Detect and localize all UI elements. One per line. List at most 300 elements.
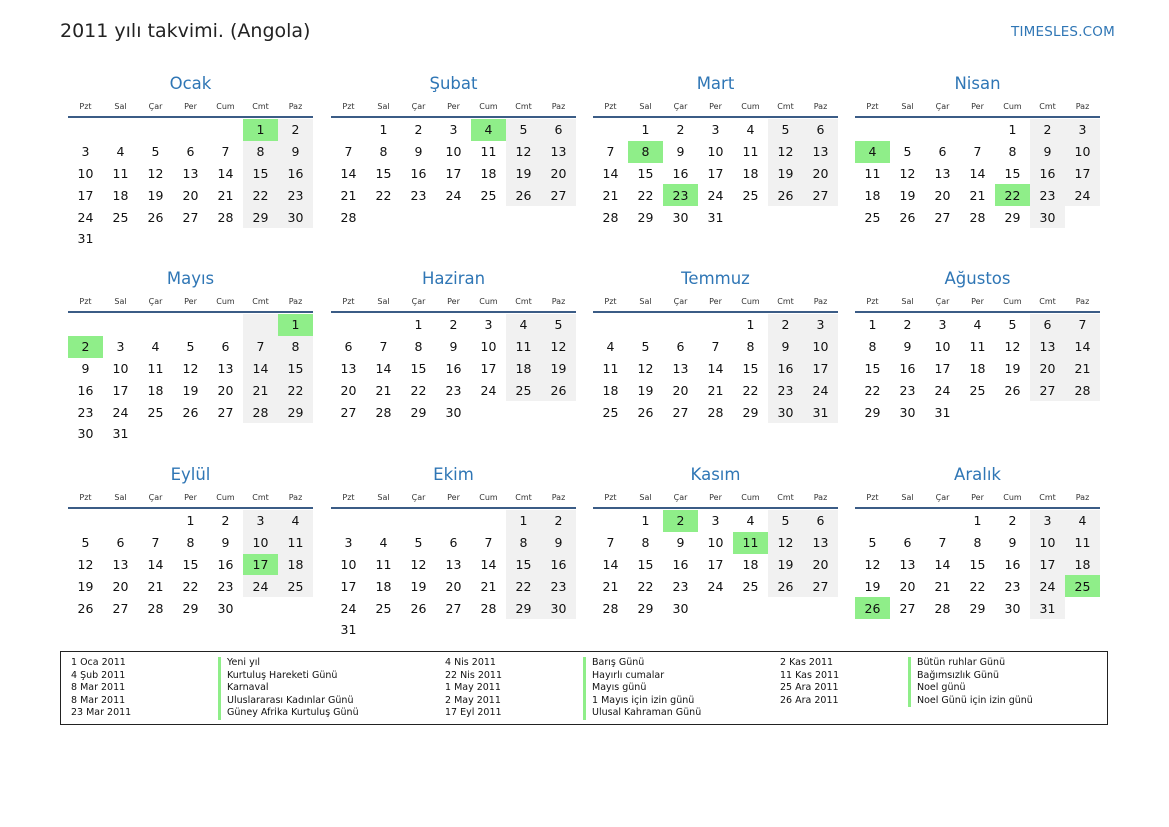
day-cell: 21	[707, 382, 724, 398]
day-cell: 18	[742, 556, 759, 572]
day-cell: 17	[77, 187, 94, 203]
day-cell: 24	[707, 578, 724, 594]
weekday-label: Sal	[901, 101, 914, 111]
weekday-label: Sal	[377, 296, 390, 306]
day-cell: 23	[445, 382, 462, 398]
empty-cell	[103, 119, 138, 141]
empty-cell	[331, 119, 366, 141]
weekday-header	[68, 98, 313, 118]
month-name: Ağustos	[944, 269, 1011, 288]
empty-cell	[855, 510, 890, 532]
day-cell: 12	[541, 336, 576, 358]
weekday-header	[68, 293, 313, 313]
day-cell: 22	[864, 382, 881, 398]
empty-cell	[173, 314, 208, 336]
empty-cell	[803, 206, 838, 228]
day-cell: 16	[410, 165, 427, 181]
day-cell: 1	[506, 510, 541, 532]
day-cell: 9	[1008, 535, 1017, 551]
day-cell: 25	[742, 187, 759, 203]
day-cell: 25	[112, 209, 129, 225]
day-cell: 6	[903, 535, 912, 551]
day-cell: 13	[803, 141, 838, 163]
weekday-label: Paz	[288, 101, 303, 111]
day-cell: 18	[602, 382, 619, 398]
day-cell: 12	[182, 360, 199, 376]
day-cell: 7	[243, 336, 278, 358]
day-cell: 3	[1065, 119, 1100, 141]
weekday-label: Cum	[1003, 101, 1022, 111]
month-name: Eylül	[170, 465, 211, 484]
day-cell: 3	[116, 339, 125, 355]
day-cell: 2	[676, 122, 685, 138]
weekday-label: Cum	[741, 101, 760, 111]
day-cell: 3	[711, 513, 720, 529]
weekday-label: Sal	[639, 101, 652, 111]
day-cell: 2	[768, 314, 803, 336]
day-cell: 23	[410, 187, 427, 203]
day-cell: 12	[506, 141, 541, 163]
weekday-label: Cum	[741, 492, 760, 502]
empty-cell	[331, 510, 366, 532]
month-calendar	[593, 464, 838, 619]
day-cell: 10	[934, 339, 951, 355]
weekday-label: Cum	[216, 101, 235, 111]
day-cell: 31	[1030, 597, 1065, 619]
day-cell: 21	[243, 379, 278, 401]
day-cell: 6	[541, 119, 576, 141]
day-cell: 3	[711, 122, 720, 138]
month-calendar	[331, 464, 576, 641]
empty-cell	[173, 228, 208, 250]
day-cell: 15	[243, 163, 278, 185]
day-cell: 10	[707, 535, 724, 551]
day-cell: 20	[541, 163, 576, 185]
weekday-label: Çar	[935, 492, 950, 502]
day-cell: 6	[676, 339, 685, 355]
weekday-label: Cmt	[515, 296, 532, 306]
weekday-label: Paz	[813, 101, 828, 111]
day-cell: 28	[969, 209, 986, 225]
legend-date: 1 Oca 2011	[71, 657, 126, 668]
day-cell: 23	[77, 404, 94, 420]
day-cell: 28	[480, 600, 497, 616]
day-cell: 25	[602, 404, 619, 420]
day-cell: 16	[672, 165, 689, 181]
day-grid	[593, 314, 838, 423]
day-cell: 15	[410, 360, 427, 376]
weekday-label: Paz	[288, 492, 303, 502]
day-cell: 6	[938, 144, 947, 160]
day-cell: 16	[1030, 163, 1065, 185]
month-calendar	[855, 464, 1100, 619]
weekday-label: Pzt	[866, 492, 879, 502]
empty-cell	[768, 597, 803, 619]
day-cell: 20	[803, 163, 838, 185]
day-cell: 23	[663, 184, 698, 206]
weekday-label: Cmt	[515, 492, 532, 502]
day-cell: 27	[899, 600, 916, 616]
day-cell: 24	[803, 379, 838, 401]
day-cell: 29	[243, 206, 278, 228]
day-cell: 16	[445, 360, 462, 376]
legend-date: 11 Kas 2011	[780, 669, 840, 681]
day-cell: 23	[768, 379, 803, 401]
legend-date: 22 Nis 2011	[445, 669, 502, 681]
day-cell: 1	[1008, 122, 1017, 138]
day-cell: 23	[899, 382, 916, 398]
empty-cell	[401, 510, 436, 532]
day-cell: 7	[344, 144, 353, 160]
legend-date: 8 Mar 2011	[71, 694, 126, 706]
day-cell: 24	[340, 600, 357, 616]
day-cell: 30	[217, 600, 234, 616]
legend-holiday-name: 1 Mayıs için izin günü	[583, 695, 701, 708]
day-cell: 11	[112, 165, 129, 181]
day-cell: 18	[112, 187, 129, 203]
day-cell: 2	[278, 119, 313, 141]
brand-link[interactable]: TIMESLES.COM	[1011, 24, 1115, 40]
month-calendar	[68, 268, 313, 445]
weekday-label: Per	[447, 492, 460, 502]
day-cell: 14	[480, 556, 497, 572]
empty-cell	[471, 510, 506, 532]
weekday-label: Cmt	[515, 101, 532, 111]
empty-cell	[208, 423, 243, 445]
weekday-label: Pzt	[79, 492, 92, 502]
day-cell: 27	[217, 404, 234, 420]
day-cell: 8	[379, 144, 388, 160]
empty-cell	[366, 619, 401, 641]
empty-cell	[593, 119, 628, 141]
day-cell: 21	[969, 187, 986, 203]
weekday-label: Cmt	[777, 296, 794, 306]
day-cell: 5	[1008, 317, 1017, 333]
day-cell: 29	[182, 600, 199, 616]
weekday-label: Sal	[639, 296, 652, 306]
empty-cell	[68, 119, 103, 141]
day-cell: 4	[746, 122, 755, 138]
day-cell: 5	[868, 535, 877, 551]
day-cell: 7	[1065, 314, 1100, 336]
day-cell: 18	[969, 360, 986, 376]
day-cell: 30	[672, 600, 689, 616]
day-cell: 27	[112, 600, 129, 616]
day-cell: 25	[969, 382, 986, 398]
empty-cell	[1065, 401, 1100, 423]
day-grid	[68, 510, 313, 619]
day-cell: 29	[1004, 209, 1021, 225]
empty-cell	[471, 206, 506, 228]
day-cell: 4	[278, 510, 313, 532]
day-cell: 19	[899, 187, 916, 203]
day-cell: 29	[410, 404, 427, 420]
day-cell: 7	[484, 535, 493, 551]
weekday-label: Per	[971, 492, 984, 502]
legend-date: 26 Ara 2011	[780, 694, 839, 706]
day-grid	[68, 119, 313, 250]
weekday-label: Cum	[741, 296, 760, 306]
weekday-label: Çar	[148, 101, 163, 111]
day-cell: 14	[147, 556, 164, 572]
weekday-label: Pzt	[604, 101, 617, 111]
day-cell: 12	[899, 165, 916, 181]
day-cell: 8	[868, 339, 877, 355]
day-cell: 11	[1065, 532, 1100, 554]
empty-cell	[243, 423, 278, 445]
day-cell: 24	[934, 382, 951, 398]
day-grid	[331, 314, 576, 423]
day-cell: 9	[221, 535, 230, 551]
day-cell: 15	[506, 554, 541, 576]
empty-cell	[436, 619, 471, 641]
weekday-label: Sal	[114, 296, 127, 306]
day-cell: 12	[77, 556, 94, 572]
day-cell: 29	[637, 209, 654, 225]
empty-cell	[698, 314, 733, 336]
day-cell: 15	[1004, 165, 1021, 181]
day-cell: 18	[742, 165, 759, 181]
day-cell: 26	[410, 600, 427, 616]
day-cell: 14	[934, 556, 951, 572]
day-cell: 27	[445, 600, 462, 616]
day-cell: 25	[864, 209, 881, 225]
weekday-label: Sal	[114, 492, 127, 502]
day-cell: 21	[375, 382, 392, 398]
empty-cell	[366, 510, 401, 532]
empty-cell	[138, 423, 173, 445]
day-cell: 1	[379, 122, 388, 138]
day-grid	[68, 314, 313, 445]
day-cell: 28	[375, 404, 392, 420]
day-cell: 17	[445, 165, 462, 181]
empty-cell	[925, 119, 960, 141]
day-cell: 5	[641, 339, 650, 355]
day-cell: 5	[541, 314, 576, 336]
day-cell: 9	[449, 339, 458, 355]
day-cell: 19	[410, 578, 427, 594]
day-cell: 11	[506, 336, 541, 358]
day-cell: 9	[278, 141, 313, 163]
day-cell: 23	[1004, 578, 1021, 594]
weekday-label: Pzt	[866, 101, 879, 111]
day-cell: 24	[112, 404, 129, 420]
empty-cell	[173, 423, 208, 445]
day-cell: 23	[1030, 184, 1065, 206]
day-cell: 23	[672, 578, 689, 594]
day-cell: 19	[147, 187, 164, 203]
day-cell: 17	[934, 360, 951, 376]
day-cell: 5	[768, 510, 803, 532]
day-cell: 15	[742, 360, 759, 376]
weekday-label: Cum	[479, 492, 498, 502]
legend-holiday-name: Kurtuluş Hareketi Günü	[218, 670, 359, 683]
day-cell: 25	[480, 187, 497, 203]
weekday-label: Per	[184, 101, 197, 111]
day-cell: 5	[903, 144, 912, 160]
weekday-label: Paz	[551, 101, 566, 111]
day-cell: 11	[602, 360, 619, 376]
legend-holiday-name: Hayırlı cumalar	[583, 670, 701, 683]
day-cell: 25	[375, 600, 392, 616]
day-cell: 18	[1065, 554, 1100, 576]
day-cell: 1	[973, 513, 982, 529]
day-cell: 16	[899, 360, 916, 376]
weekday-label: Çar	[935, 101, 950, 111]
day-cell: 7	[606, 535, 615, 551]
empty-cell	[541, 206, 576, 228]
empty-cell	[243, 314, 278, 336]
day-cell: 2	[414, 122, 423, 138]
day-cell: 2	[449, 317, 458, 333]
day-cell: 26	[77, 600, 94, 616]
day-cell: 1	[186, 513, 195, 529]
day-cell: 10	[803, 336, 838, 358]
empty-cell	[890, 119, 925, 141]
day-cell: 24	[707, 187, 724, 203]
day-cell: 6	[186, 144, 195, 160]
day-cell: 16	[541, 554, 576, 576]
day-cell: 10	[1065, 141, 1100, 163]
day-cell: 5	[186, 339, 195, 355]
empty-cell	[366, 206, 401, 228]
weekday-label: Pzt	[866, 296, 879, 306]
day-cell: 11	[147, 360, 164, 376]
day-cell: 1	[243, 119, 278, 141]
weekday-label: Çar	[411, 492, 426, 502]
weekday-label: Pzt	[79, 101, 92, 111]
day-cell: 19	[637, 382, 654, 398]
weekday-label: Per	[709, 296, 722, 306]
day-cell: 25	[506, 379, 541, 401]
day-cell: 28	[147, 600, 164, 616]
legend-holiday-name: Yeni yıl	[218, 657, 359, 670]
day-cell: 18	[480, 165, 497, 181]
day-cell: 9	[414, 144, 423, 160]
day-cell: 2	[663, 510, 698, 532]
day-cell: 7	[606, 144, 615, 160]
day-cell: 8	[414, 339, 423, 355]
day-cell: 2	[1030, 119, 1065, 141]
legend-date: 4 Şub 2011	[71, 669, 126, 681]
month-name: Mayıs	[166, 269, 215, 288]
weekday-label: Pzt	[604, 492, 617, 502]
day-cell: 29	[969, 600, 986, 616]
empty-cell	[278, 228, 313, 250]
weekday-header	[593, 489, 838, 509]
day-grid	[855, 510, 1100, 619]
weekday-label: Cmt	[777, 101, 794, 111]
weekday-label: Cmt	[1039, 296, 1056, 306]
weekday-label: Çar	[411, 101, 426, 111]
day-cell: 22	[182, 578, 199, 594]
day-cell: 20	[672, 382, 689, 398]
day-cell: 22	[637, 187, 654, 203]
month-name: Temmuz	[681, 269, 750, 288]
weekday-label: Cum	[216, 492, 235, 502]
day-cell: 7	[379, 339, 388, 355]
weekday-label: Per	[709, 492, 722, 502]
weekday-label: Pzt	[342, 296, 355, 306]
month-name: Nisan	[954, 74, 1001, 93]
day-cell: 26	[147, 209, 164, 225]
empty-cell	[436, 510, 471, 532]
empty-cell	[733, 206, 768, 228]
empty-cell	[995, 401, 1030, 423]
legend-holiday-name: Mayıs günü	[583, 682, 701, 695]
weekday-label: Sal	[377, 492, 390, 502]
day-cell: 8	[278, 336, 313, 358]
day-cell: 8	[506, 532, 541, 554]
day-cell: 27	[1030, 379, 1065, 401]
day-cell: 9	[676, 535, 685, 551]
day-cell: 4	[746, 513, 755, 529]
empty-cell	[331, 314, 366, 336]
day-cell: 4	[116, 144, 125, 160]
empty-cell	[68, 510, 103, 532]
day-cell: 3	[243, 510, 278, 532]
day-cell: 19	[768, 163, 803, 185]
month-calendar	[855, 73, 1100, 228]
day-cell: 14	[602, 165, 619, 181]
weekday-label: Çar	[673, 101, 688, 111]
day-cell: 20	[899, 578, 916, 594]
day-cell: 30	[77, 426, 94, 442]
day-cell: 25	[742, 578, 759, 594]
empty-cell	[471, 619, 506, 641]
day-cell: 18	[864, 187, 881, 203]
day-cell: 13	[217, 360, 234, 376]
day-cell: 17	[243, 554, 278, 576]
empty-cell	[173, 119, 208, 141]
weekday-header	[593, 98, 838, 118]
day-cell: 10	[340, 556, 357, 572]
day-cell: 11	[375, 556, 392, 572]
day-cell: 22	[375, 187, 392, 203]
weekday-label: Sal	[901, 492, 914, 502]
day-cell: 16	[672, 556, 689, 572]
day-cell: 3	[344, 535, 353, 551]
weekday-label: Per	[447, 101, 460, 111]
legend-holiday-name: Bağımsızlık Günü	[908, 670, 1033, 683]
weekday-label: Pzt	[342, 101, 355, 111]
day-cell: 20	[934, 187, 951, 203]
empty-cell	[208, 228, 243, 250]
weekday-label: Cum	[1003, 492, 1022, 502]
day-cell: 9	[903, 339, 912, 355]
empty-cell	[103, 510, 138, 532]
day-cell: 19	[1004, 360, 1021, 376]
day-cell: 27	[803, 575, 838, 597]
day-cell: 28	[243, 401, 278, 423]
day-cell: 15	[375, 165, 392, 181]
day-cell: 31	[707, 209, 724, 225]
empty-cell	[401, 619, 436, 641]
weekday-header	[855, 489, 1100, 509]
holiday-legend	[60, 651, 1108, 725]
day-cell: 19	[182, 382, 199, 398]
day-cell: 8	[628, 141, 663, 163]
day-cell: 27	[803, 184, 838, 206]
legend-names-col-2	[583, 657, 701, 720]
day-cell: 26	[506, 184, 541, 206]
month-name: Mart	[696, 74, 735, 93]
day-cell: 26	[1004, 382, 1021, 398]
day-cell: 31	[934, 404, 951, 420]
day-cell: 2	[221, 513, 230, 529]
weekday-label: Paz	[551, 492, 566, 502]
empty-cell	[506, 206, 541, 228]
